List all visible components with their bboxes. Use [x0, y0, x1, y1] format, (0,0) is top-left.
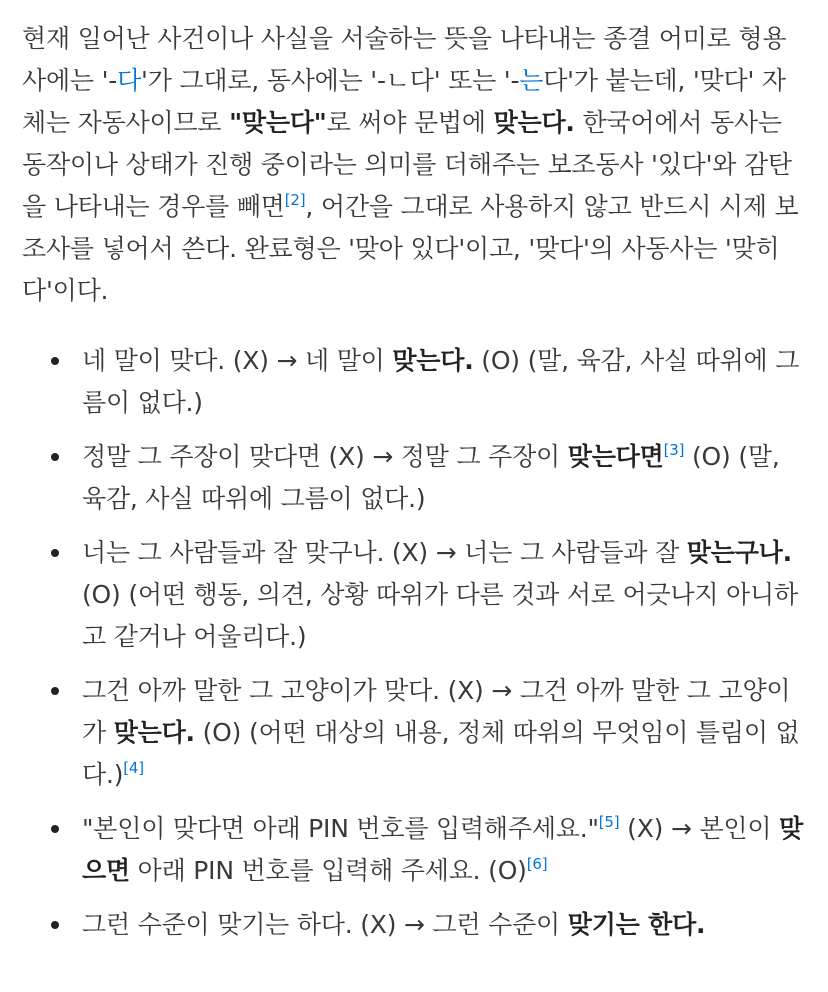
example-note: 아래 PIN 번호를 입력해 주세요. (O): [129, 856, 527, 885]
list-item: [22, 532, 806, 658]
intro-text: 다'가 붙는데, '맞다' 자체는 자동사이므로: [22, 66, 786, 137]
example-correct: 맞는구나.: [686, 538, 792, 567]
bullet-icon: [51, 453, 59, 461]
footnote-ref[interactable]: [3]: [663, 441, 685, 459]
intro-text: 로 써야 문법에: [326, 108, 494, 137]
bold-term: "맞는다": [229, 108, 327, 137]
ending-da-link[interactable]: 다: [117, 66, 142, 95]
bullet-icon: [51, 687, 59, 695]
footnote-ref[interactable]: [4]: [123, 759, 144, 777]
bold-term: 맞는다.: [493, 108, 575, 137]
example-note: (O) (어떤 대상의 내용, 정체 따위의 무엇임이 틀림이 없다.): [82, 718, 800, 789]
list-item: [22, 808, 806, 892]
intro-text: 한국어에서 동사는 동작이나 상태가 진행 중이라는 의미를 더해주는 보조동사 '있다'와 감탄을 나타내는 경우를 빼면: [22, 108, 792, 221]
example-correct: 맞기는 한다.: [567, 910, 706, 939]
bullet-icon: [51, 549, 59, 557]
intro-text: , 어간을 그대로 사용하지 않고 반드시 시제 보조사를 넣어서 쓴다. 완료형은 '맞아 있다'이고, '맞다'의 사동사는 '맞히다'이다.: [22, 192, 799, 305]
example-correct: 맞으면: [82, 814, 804, 885]
list-item: [22, 340, 806, 424]
intro-paragraph: [22, 18, 806, 312]
list-item: [22, 904, 806, 946]
footnote-ref[interactable]: [6]: [526, 855, 548, 873]
list-item: [22, 670, 806, 796]
bullet-icon: [51, 825, 59, 833]
example-wrong: 그건 아까 말한 그 고양이가 맞다. (X) → 그건 아까 말한 그 고양이가: [82, 676, 791, 747]
example-wrong: 그런 수준이 맞기는 하다. (X) → 그런 수준이: [82, 910, 568, 939]
bullet-icon: [51, 921, 59, 929]
bullet-icon: [51, 357, 59, 365]
example-list: [22, 340, 806, 946]
ending-neun-link[interactable]: 는: [519, 66, 544, 95]
footnote-ref[interactable]: [5]: [598, 813, 620, 831]
example-wrong: 네 말이 맞다. (X) → 네 말이: [82, 346, 393, 375]
example-note: (O) (말, 육감, 사실 따위에 그름이 없다.): [82, 442, 780, 513]
example-note: (O) (말, 육감, 사실 따위에 그름이 없다.): [82, 346, 800, 417]
list-item: [22, 436, 806, 520]
intro-text: '가 그대로, 동사에는 '-ㄴ다' 또는 '-: [141, 66, 520, 95]
example-wrong: 정말 그 주장이 맞다면 (X) → 정말 그 주장이: [82, 442, 568, 471]
example-correct: 맞는다.: [392, 346, 474, 375]
intro-text: 현재 일어난 사건이나 사실을 서술하는 뜻을 나타내는 종결 어미로 형용사에는 '-: [22, 24, 787, 95]
example-correct: 맞는다면: [567, 442, 664, 471]
footnote-ref[interactable]: [2]: [284, 191, 306, 209]
example-wrong: "본인이 맞다면 아래 PIN 번호를 입력해주세요.": [82, 814, 599, 843]
example-note: (O) (어떤 행동, 의견, 상황 따위가 다른 것과 서로 어긋나지 아니하고 같거나 어울리다.): [82, 580, 798, 651]
example-correct: 맞는다.: [113, 718, 195, 747]
example-wrong: (X) → 본인이: [619, 814, 780, 843]
example-wrong: 너는 그 사람들과 잘 맞구나. (X) → 너는 그 사람들과 잘: [82, 538, 687, 567]
